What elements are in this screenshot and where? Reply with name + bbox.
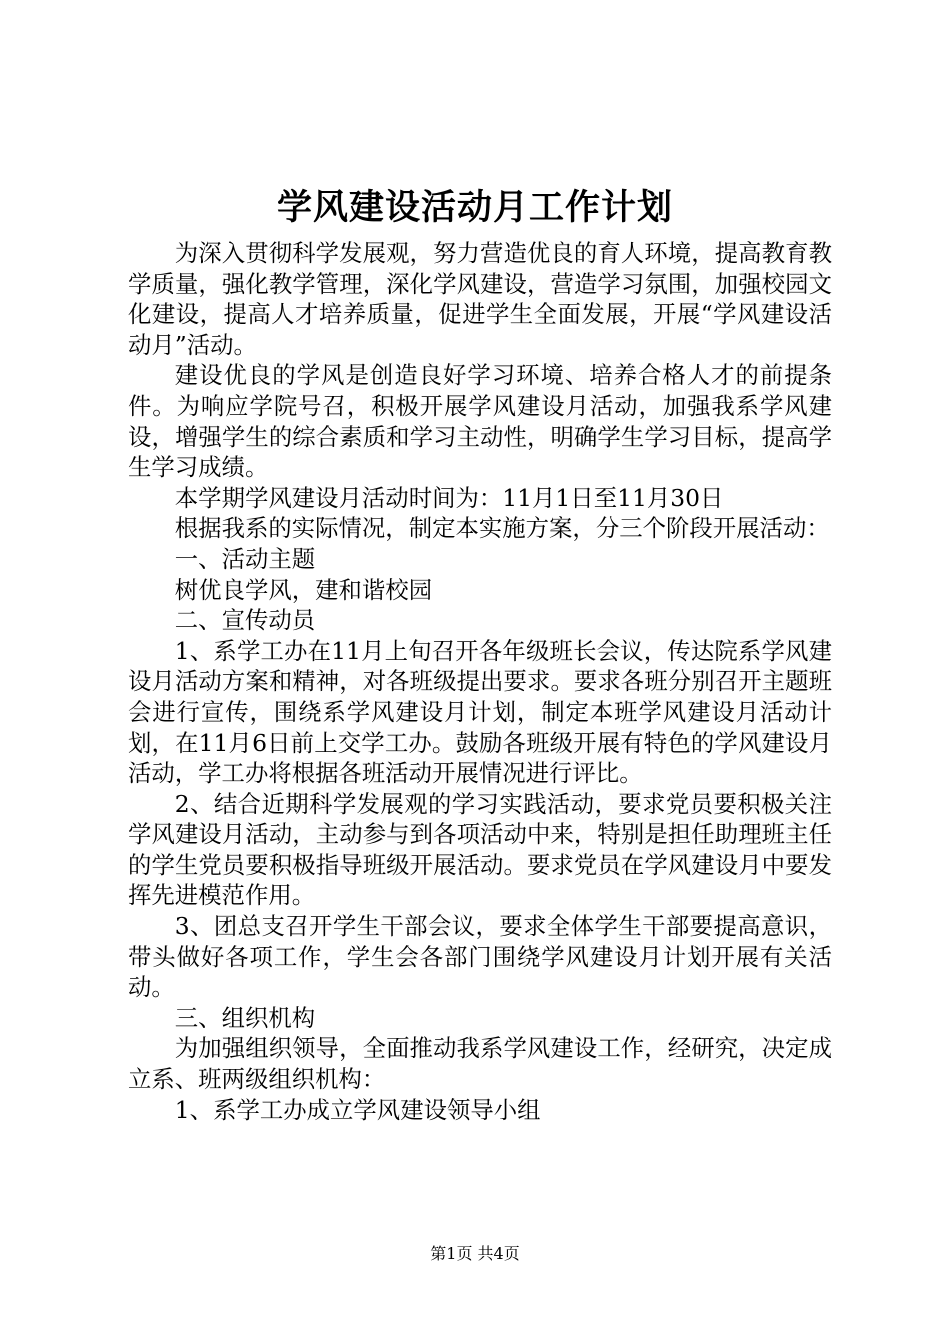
paragraph: 3、团总支召开学生干部会议，要求全体学生干部要提高意识，带头做好各项工作，学生会各部门围绕学风建设月计划开展有关活动。 bbox=[128, 912, 832, 1002]
paragraph: 为加强组织领导，全面推动我系学风建设工作，经研究，决定成立系、班两级组织机构： bbox=[128, 1034, 832, 1094]
paragraph: 本学期学风建设月活动时间为：11月1日至11月30日 bbox=[174, 483, 724, 512]
document-title: 学风建设活动月工作计划 bbox=[276, 187, 673, 228]
paragraph: 为深入贯彻科学发展观，努力营造优良的育人环境，提高教育教学质量，强化教学管理，深化学风建设，营造学习氛围，加强校园文化建设，提高人才培养质量，促进学生全面发展，开展“学风建设活动月”活动。 bbox=[128, 239, 832, 359]
paragraph: 树优良学风，建和谐校园 bbox=[174, 575, 433, 604]
section-heading: 三、组织机构 bbox=[174, 1003, 316, 1032]
paragraph: 2、结合近期科学发展观的学习实践活动，要求党员要积极关注学风建设月活动，主动参与到各项活动中来，特别是担任助理班主任的学生党员要积极指导班级开展活动。要求党员在学风建设月中要发挥先进模范作用。 bbox=[128, 789, 832, 910]
paragraph: 建设优良的学风是创造良好学习环境、培养合格人才的前提条件。为响应学院号召，积极开展学风建设月活动，加强我系学风建设，增强学生的综合素质和学习主动性，明确学生学习目标，提高学生学习成绩。 bbox=[128, 361, 832, 482]
paragraph: 1、系学工办在11月上旬召开各年级班长会议，传达院系学风建设月活动方案和精神，对各班级提出要求。要求各班分别召开主题班会进行宣传，围绕系学风建设月计划，制定本班学风建设月活动计划，在11月6日前上交学工办。鼓励各班级开展有特色的学风建设月活动，学工办将根据各班活动开展情况进行评比。 bbox=[128, 636, 832, 788]
document-body bbox=[128, 238, 832, 1125]
paragraph: 1、系学工办成立学风建设领导小组 bbox=[174, 1095, 541, 1124]
paragraph: 根据我系的实际情况，制定本实施方案，分三个阶段开展活动： bbox=[174, 514, 830, 543]
section-heading: 一、活动主题 bbox=[174, 544, 316, 573]
page-footer: 第1页 共4页 bbox=[430, 1244, 520, 1263]
section-heading: 二、宣传动员 bbox=[174, 606, 316, 635]
